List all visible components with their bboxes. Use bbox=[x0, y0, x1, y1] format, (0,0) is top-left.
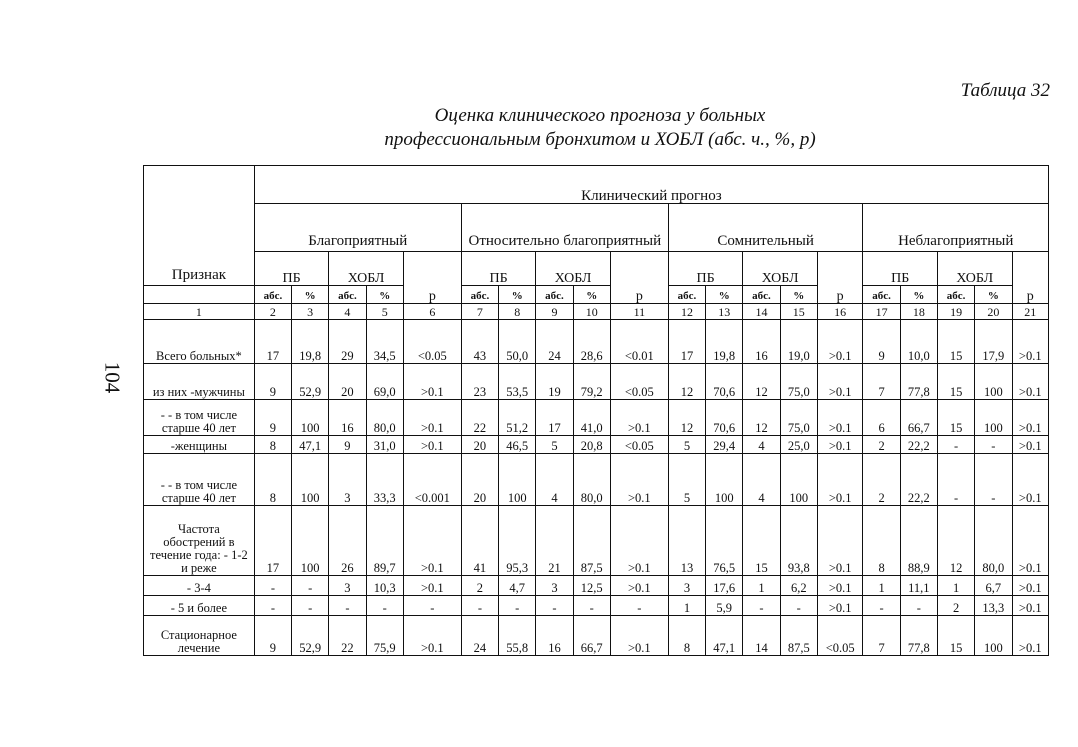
header-copd: ХОБЛ bbox=[743, 252, 818, 286]
table-cell: 70,6 bbox=[706, 364, 743, 400]
table-cell: 5 bbox=[668, 454, 705, 506]
table-cell: 100 bbox=[706, 454, 743, 506]
table-cell: 1 bbox=[937, 576, 974, 596]
table-cell: 12 bbox=[743, 400, 780, 436]
table-cell: - bbox=[743, 596, 780, 616]
table-cell: 19,0 bbox=[780, 320, 817, 364]
table-cell: 100 bbox=[780, 454, 817, 506]
column-number: 18 bbox=[900, 304, 937, 320]
table-cell: 47,1 bbox=[706, 616, 743, 656]
table-cell: 28,6 bbox=[573, 320, 610, 364]
table-cell: >0.1 bbox=[817, 400, 863, 436]
table-cell: 100 bbox=[292, 400, 329, 436]
table-cell: 75,0 bbox=[780, 400, 817, 436]
table-cell: >0.1 bbox=[1012, 616, 1049, 656]
table-cell: >0.1 bbox=[817, 436, 863, 454]
header-abs: абс. bbox=[536, 286, 573, 304]
header-copd: ХОБЛ bbox=[536, 252, 611, 286]
table-cell: - bbox=[254, 576, 291, 596]
prognosis-table bbox=[143, 165, 1049, 656]
table-cell: 87,5 bbox=[573, 506, 610, 576]
header-group: Относительно благоприятный bbox=[461, 204, 668, 252]
column-number: 13 bbox=[706, 304, 743, 320]
table-cell: 14 bbox=[743, 616, 780, 656]
table-cell: - bbox=[900, 596, 937, 616]
table-cell: 17 bbox=[668, 320, 705, 364]
table-cell: - bbox=[403, 596, 461, 616]
column-number: 9 bbox=[536, 304, 573, 320]
table-cell: 5,9 bbox=[706, 596, 743, 616]
table-cell: - bbox=[573, 596, 610, 616]
table-cell: 8 bbox=[254, 454, 291, 506]
table-cell: 19,8 bbox=[706, 320, 743, 364]
header-pb: ПБ bbox=[863, 252, 938, 286]
table-cell: 3 bbox=[329, 454, 366, 506]
table-cell: - bbox=[610, 596, 668, 616]
header-copd: ХОБЛ bbox=[329, 252, 404, 286]
table-cell: - bbox=[536, 596, 573, 616]
column-number: 6 bbox=[403, 304, 461, 320]
table-row bbox=[144, 616, 1049, 656]
table-cell: 15 bbox=[937, 400, 974, 436]
header-abs: абс. bbox=[668, 286, 705, 304]
table-cell: 17,6 bbox=[706, 576, 743, 596]
table-cell: <0.05 bbox=[610, 364, 668, 400]
table-row bbox=[144, 364, 1049, 400]
table-cell: 41,0 bbox=[573, 400, 610, 436]
column-number: 11 bbox=[610, 304, 668, 320]
table-cell: - bbox=[937, 436, 974, 454]
header-abs: абс. bbox=[461, 286, 498, 304]
header-row-groups bbox=[144, 204, 1049, 252]
table-cell: >0.1 bbox=[610, 616, 668, 656]
table-cell: 47,1 bbox=[292, 436, 329, 454]
table-cell: 66,7 bbox=[900, 400, 937, 436]
table-cell: 80,0 bbox=[573, 454, 610, 506]
table-cell: 100 bbox=[292, 454, 329, 506]
row-label: Всего больных* bbox=[144, 320, 255, 364]
table-cell: 55,8 bbox=[499, 616, 536, 656]
table-cell: >0.1 bbox=[610, 576, 668, 596]
row-label: - 5 и более bbox=[144, 596, 255, 616]
table-cell: 13 bbox=[668, 506, 705, 576]
table-cell: <0.05 bbox=[610, 436, 668, 454]
table-cell: 1 bbox=[668, 596, 705, 616]
header-pct: % bbox=[780, 286, 817, 304]
table-cell: 12 bbox=[937, 506, 974, 576]
header-pb: ПБ bbox=[668, 252, 743, 286]
table-cell: >0.1 bbox=[817, 454, 863, 506]
table-cell: 79,2 bbox=[573, 364, 610, 400]
table-cell: 17,9 bbox=[975, 320, 1012, 364]
table-cell: 4,7 bbox=[499, 576, 536, 596]
table-cell: 75,9 bbox=[366, 616, 403, 656]
table-cell: - bbox=[292, 596, 329, 616]
header-row-units bbox=[144, 286, 1049, 304]
table-row bbox=[144, 436, 1049, 454]
table-cell: 9 bbox=[863, 320, 900, 364]
table-cell: - bbox=[461, 596, 498, 616]
table-row bbox=[144, 596, 1049, 616]
table-cell: >0.1 bbox=[403, 506, 461, 576]
header-pct: % bbox=[975, 286, 1012, 304]
row-label: - - в том числе старше 40 лет bbox=[144, 400, 255, 436]
table-row bbox=[144, 576, 1049, 596]
table-cell: 13,3 bbox=[975, 596, 1012, 616]
column-number: 21 bbox=[1012, 304, 1049, 320]
table-cell: 20 bbox=[329, 364, 366, 400]
table-cell: 11,1 bbox=[900, 576, 937, 596]
column-number: 3 bbox=[292, 304, 329, 320]
table-cell: 22 bbox=[329, 616, 366, 656]
table-cell: 25,0 bbox=[780, 436, 817, 454]
table-cell: 77,8 bbox=[900, 616, 937, 656]
table-cell: - bbox=[975, 454, 1012, 506]
table-cell: 2 bbox=[937, 596, 974, 616]
header-row-numbers bbox=[144, 304, 1049, 320]
table-cell: 12 bbox=[668, 400, 705, 436]
table-cell: 5 bbox=[536, 436, 573, 454]
table-cell: 80,0 bbox=[975, 506, 1012, 576]
column-number: 5 bbox=[366, 304, 403, 320]
table-cell: - bbox=[254, 596, 291, 616]
table-cell: >0.1 bbox=[1012, 320, 1049, 364]
header-pb: ПБ bbox=[461, 252, 536, 286]
row-label: Частота обострений в течение года: - 1-2 и реже bbox=[144, 506, 255, 576]
table-cell: - bbox=[292, 576, 329, 596]
table-cell: 100 bbox=[292, 506, 329, 576]
table-cell: >0.1 bbox=[610, 454, 668, 506]
table-cell: 15 bbox=[937, 616, 974, 656]
table-cell: 53,5 bbox=[499, 364, 536, 400]
table-cell: 75,0 bbox=[780, 364, 817, 400]
table-cell: 15 bbox=[743, 506, 780, 576]
header-group: Неблагоприятный bbox=[863, 204, 1049, 252]
table-cell: >0.1 bbox=[403, 576, 461, 596]
table-cell: 10,0 bbox=[900, 320, 937, 364]
row-label: Стационарное лечение bbox=[144, 616, 255, 656]
table-cell: 2 bbox=[461, 576, 498, 596]
column-number: 1 bbox=[144, 304, 255, 320]
table-cell: <0.001 bbox=[403, 454, 461, 506]
header-group: Благоприятный bbox=[254, 204, 461, 252]
table-cell: 21 bbox=[536, 506, 573, 576]
table-cell: >0.1 bbox=[817, 576, 863, 596]
table-cell: 77,8 bbox=[900, 364, 937, 400]
row-label: из них -мужчины bbox=[144, 364, 255, 400]
column-number: 8 bbox=[499, 304, 536, 320]
table-cell: 29 bbox=[329, 320, 366, 364]
table-cell: 16 bbox=[743, 320, 780, 364]
table-cell: >0.1 bbox=[817, 364, 863, 400]
table-cell: 2 bbox=[863, 436, 900, 454]
title-line-2: профессиональным бронхитом и ХОБЛ (абс. ч., %, р) bbox=[384, 129, 816, 150]
header-pct: % bbox=[499, 286, 536, 304]
table-cell: <0.01 bbox=[610, 320, 668, 364]
table-cell: 5 bbox=[668, 436, 705, 454]
table-label: Таблица 32 bbox=[960, 80, 1050, 101]
table-cell: - bbox=[780, 596, 817, 616]
header-p: р bbox=[403, 252, 461, 304]
table-cell: 3 bbox=[668, 576, 705, 596]
table-cell: >0.1 bbox=[1012, 364, 1049, 400]
table-cell: 20,8 bbox=[573, 436, 610, 454]
table-cell: >0.1 bbox=[610, 400, 668, 436]
header-pb: ПБ bbox=[254, 252, 329, 286]
table-cell: 29,4 bbox=[706, 436, 743, 454]
table-cell: - bbox=[499, 596, 536, 616]
table-cell: 87,5 bbox=[780, 616, 817, 656]
table-cell: 43 bbox=[461, 320, 498, 364]
table-cell: <0.05 bbox=[817, 616, 863, 656]
table-cell: >0.1 bbox=[1012, 454, 1049, 506]
table-cell: 7 bbox=[863, 364, 900, 400]
header-p: р bbox=[610, 252, 668, 304]
table-cell: 24 bbox=[536, 320, 573, 364]
header-copd: ХОБЛ bbox=[937, 252, 1012, 286]
header-group: Сомнительный bbox=[668, 204, 863, 252]
table-cell: 10,3 bbox=[366, 576, 403, 596]
table-cell: 17 bbox=[254, 506, 291, 576]
column-number: 15 bbox=[780, 304, 817, 320]
table-row bbox=[144, 506, 1049, 576]
table-cell: 22,2 bbox=[900, 454, 937, 506]
table-cell: 100 bbox=[499, 454, 536, 506]
header-sign: Признак bbox=[144, 166, 255, 286]
table-cell: >0.1 bbox=[1012, 506, 1049, 576]
table-cell: 4 bbox=[743, 436, 780, 454]
table-cell: 1 bbox=[743, 576, 780, 596]
table-cell: 7 bbox=[863, 616, 900, 656]
column-number: 20 bbox=[975, 304, 1012, 320]
header-pct: % bbox=[706, 286, 743, 304]
table-cell: <0.05 bbox=[403, 320, 461, 364]
table-cell: >0.1 bbox=[817, 596, 863, 616]
table-cell: 52,9 bbox=[292, 616, 329, 656]
table-cell: 16 bbox=[329, 400, 366, 436]
table-cell: 34,5 bbox=[366, 320, 403, 364]
header-abs: абс. bbox=[937, 286, 974, 304]
table-cell: 9 bbox=[254, 400, 291, 436]
table-cell: 22,2 bbox=[900, 436, 937, 454]
header-pct: % bbox=[900, 286, 937, 304]
table-cell: >0.1 bbox=[610, 506, 668, 576]
table-cell: 6,7 bbox=[975, 576, 1012, 596]
table-cell: 95,3 bbox=[499, 506, 536, 576]
table-cell: 6 bbox=[863, 400, 900, 436]
column-number: 14 bbox=[743, 304, 780, 320]
header-p: р bbox=[1012, 252, 1049, 304]
table-cell: 12,5 bbox=[573, 576, 610, 596]
header-prognosis: Клинический прогноз bbox=[254, 166, 1048, 204]
table-cell: 76,5 bbox=[706, 506, 743, 576]
row-label: - 3-4 bbox=[144, 576, 255, 596]
table-cell: 100 bbox=[975, 364, 1012, 400]
page-number: 104 bbox=[100, 361, 125, 394]
table-cell: 17 bbox=[536, 400, 573, 436]
column-number: 19 bbox=[937, 304, 974, 320]
table-cell: 8 bbox=[254, 436, 291, 454]
table-cell: 4 bbox=[743, 454, 780, 506]
table-cell: 19,8 bbox=[292, 320, 329, 364]
table-cell: - bbox=[975, 436, 1012, 454]
table-cell: 88,9 bbox=[900, 506, 937, 576]
table-cell: 17 bbox=[254, 320, 291, 364]
column-number: 7 bbox=[461, 304, 498, 320]
row-label: - - в том числе старше 40 лет bbox=[144, 454, 255, 506]
table-cell: 9 bbox=[254, 364, 291, 400]
table-cell: >0.1 bbox=[403, 400, 461, 436]
table-cell: 66,7 bbox=[573, 616, 610, 656]
table-cell: >0.1 bbox=[1012, 596, 1049, 616]
table-cell: 12 bbox=[668, 364, 705, 400]
table-cell: 51,2 bbox=[499, 400, 536, 436]
table-cell: 93,8 bbox=[780, 506, 817, 576]
table-cell: 31,0 bbox=[366, 436, 403, 454]
table-cell: >0.1 bbox=[403, 436, 461, 454]
header-pct: % bbox=[366, 286, 403, 304]
table-cell: >0.1 bbox=[1012, 400, 1049, 436]
header-p: р bbox=[817, 252, 863, 304]
table-cell: 12 bbox=[743, 364, 780, 400]
table-cell: >0.1 bbox=[1012, 576, 1049, 596]
table-cell: - bbox=[366, 596, 403, 616]
column-number: 17 bbox=[863, 304, 900, 320]
table-cell: >0.1 bbox=[403, 616, 461, 656]
column-number: 16 bbox=[817, 304, 863, 320]
table-cell: 20 bbox=[461, 454, 498, 506]
title-line-1: Оценка клинического прогноза у больных bbox=[434, 105, 766, 126]
table-cell: 16 bbox=[536, 616, 573, 656]
table-cell: - bbox=[863, 596, 900, 616]
header-pct: % bbox=[292, 286, 329, 304]
table-row bbox=[144, 320, 1049, 364]
column-number: 4 bbox=[329, 304, 366, 320]
table-cell: 70,6 bbox=[706, 400, 743, 436]
table-cell: 22 bbox=[461, 400, 498, 436]
table-cell: 6,2 bbox=[780, 576, 817, 596]
table-cell: 19 bbox=[536, 364, 573, 400]
row-label: -женщины bbox=[144, 436, 255, 454]
table-row bbox=[144, 454, 1049, 506]
table-cell: 1 bbox=[863, 576, 900, 596]
table-cell: 41 bbox=[461, 506, 498, 576]
table-cell: 15 bbox=[937, 320, 974, 364]
table-cell: 3 bbox=[329, 576, 366, 596]
table-cell: 69,0 bbox=[366, 364, 403, 400]
table-cell: 33,3 bbox=[366, 454, 403, 506]
table-title bbox=[300, 104, 900, 152]
header-row-prognosis bbox=[144, 166, 1049, 204]
table-cell: 24 bbox=[461, 616, 498, 656]
table-cell: >0.1 bbox=[817, 506, 863, 576]
table-cell: 8 bbox=[668, 616, 705, 656]
table-row bbox=[144, 400, 1049, 436]
table-cell: 52,9 bbox=[292, 364, 329, 400]
table-cell: 8 bbox=[863, 506, 900, 576]
table-cell: 46,5 bbox=[499, 436, 536, 454]
table-cell: >0.1 bbox=[403, 364, 461, 400]
table-cell: 3 bbox=[536, 576, 573, 596]
column-number: 12 bbox=[668, 304, 705, 320]
table-cell: 20 bbox=[461, 436, 498, 454]
table-cell: 80,0 bbox=[366, 400, 403, 436]
column-number: 2 bbox=[254, 304, 291, 320]
header-abs: абс. bbox=[743, 286, 780, 304]
table-cell: 2 bbox=[863, 454, 900, 506]
header-sign-spacer bbox=[144, 286, 255, 304]
table-cell: 26 bbox=[329, 506, 366, 576]
header-abs: абс. bbox=[329, 286, 366, 304]
table-cell: - bbox=[329, 596, 366, 616]
table-cell: 9 bbox=[329, 436, 366, 454]
table-cell: 89,7 bbox=[366, 506, 403, 576]
table-cell: - bbox=[937, 454, 974, 506]
table-cell: 15 bbox=[937, 364, 974, 400]
table-cell: 50,0 bbox=[499, 320, 536, 364]
header-abs: абс. bbox=[254, 286, 291, 304]
header-row-subgroups bbox=[144, 252, 1049, 286]
table-cell: 100 bbox=[975, 400, 1012, 436]
header-pct: % bbox=[573, 286, 610, 304]
table-cell: 23 bbox=[461, 364, 498, 400]
table-cell: >0.1 bbox=[817, 320, 863, 364]
table-cell: 4 bbox=[536, 454, 573, 506]
table-cell: 100 bbox=[975, 616, 1012, 656]
column-number: 10 bbox=[573, 304, 610, 320]
table-cell: >0.1 bbox=[1012, 436, 1049, 454]
header-abs: абс. bbox=[863, 286, 900, 304]
table-cell: 9 bbox=[254, 616, 291, 656]
